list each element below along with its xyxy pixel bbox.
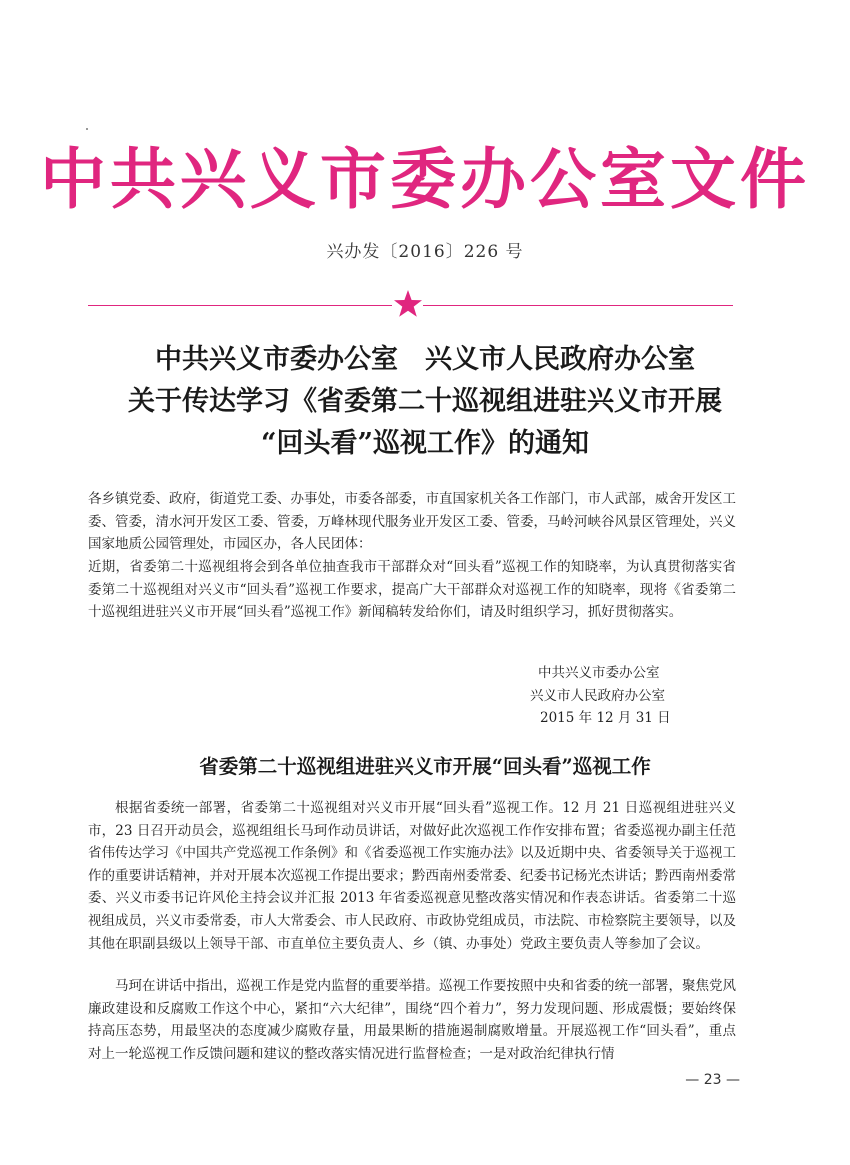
addressee-paragraph: 各乡镇党委、政府，街道党工委、办事处，市委各部委，市直国家机关各工作部门，市人武部，威舍开发区工委、管委，清水河开发区工委、管委，万峰林现代服务业开发区工委、管委，马岭河峡谷风景区管理处，兴义国家地质公园管理处，市园区办，各人民团体：	[88, 491, 736, 553]
article-title: 省委第二十巡视组进驻兴义市开展“回头看”巡视工作	[199, 755, 651, 778]
notice-title-line-2: 关于传达学习《省委第二十巡视组进驻兴义市开展	[128, 386, 722, 417]
masthead-title: 中共兴义市委办公室文件	[40, 141, 810, 218]
notice-title-line-1: 中共兴义市委办公室 兴义市人民政府办公室	[155, 344, 695, 375]
notice-body-paragraph: 近期，省委第二十巡视组将会到各单位抽查我市干部群众对“回头看”巡视工作的知晓率，为认真贯彻落实省委第二十巡视组对兴义市“回头看”巡视工作要求，提高广大干部群众对巡视工作的知晓率，现将《省委第二十巡视组进驻兴义市开展“回头看”巡视工作》新闻稿转发给你们，请及时组织学习，抓好贯彻落实。	[88, 559, 736, 621]
page-number: — 23 —	[685, 1072, 740, 1088]
signature-org-1: 中共兴义市委办公室	[538, 665, 660, 681]
signature-org-2: 兴义市人民政府办公室	[530, 687, 665, 704]
document-number: 兴办发〔2016〕226 号	[326, 242, 524, 262]
scan-speck	[86, 128, 88, 130]
article-paragraph-1: 根据省委统一部署，省委第二十巡视组对兴义市开展“回头看”巡视工作。12 月 21 日巡视组进驻兴义市，23 日召开动员会，巡视组组长马珂作动员讲话，对做好此次巡视工作作安排布置；省委巡视办副主任范省伟传达学习《中国共产党巡视工作条例》和《省委巡视工作实施办法》以及近期中央、省委领导关于巡视工作的重要讲话精神，并对开展本次巡视工作提出要求；黔西南州委常委、纪委书记杨光杰讲话；黔西南州委常委、兴义市委书记许风伦主持会议并汇报 2013 年省委巡视意见整改落实情况和作表态讲话。省委第二十巡视组成员，兴义市委常委，市人大常委会、市人民政府、市政协党组成员，市法院、市检察院主要领导，以及其他在职副县级以上领导干部、市直单位主要负责人、乡（镇、办事处）党政主要负责人等参加了会议。	[88, 800, 736, 952]
article-paragraph-2: 马珂在讲话中指出，巡视工作是党内监督的重要举措。巡视工作要按照中央和省委的统一部署，聚焦党风廉政建设和反腐败工作这个中心，紧扣“六大纪律”，围绕“四个着力”，努力发现问题、形成震慑；要始终保持高压态势，用最坚决的态度减少腐败存量，用最果断的措施遏制腐败增量。开展巡视工作“回头看”，重点对上一轮巡视工作反馈问题和建议的整改落实情况进行监督检查；一是对政治纪律执行情	[88, 978, 736, 1062]
star-icon	[392, 288, 424, 320]
signature-date: 2015 年 12 月 31 日	[540, 710, 671, 726]
signature-block	[520, 662, 740, 730]
notice-title-line-3: “回头看”巡视工作》的通知	[260, 428, 590, 459]
divider-left	[88, 305, 392, 306]
divider-right	[423, 305, 733, 306]
